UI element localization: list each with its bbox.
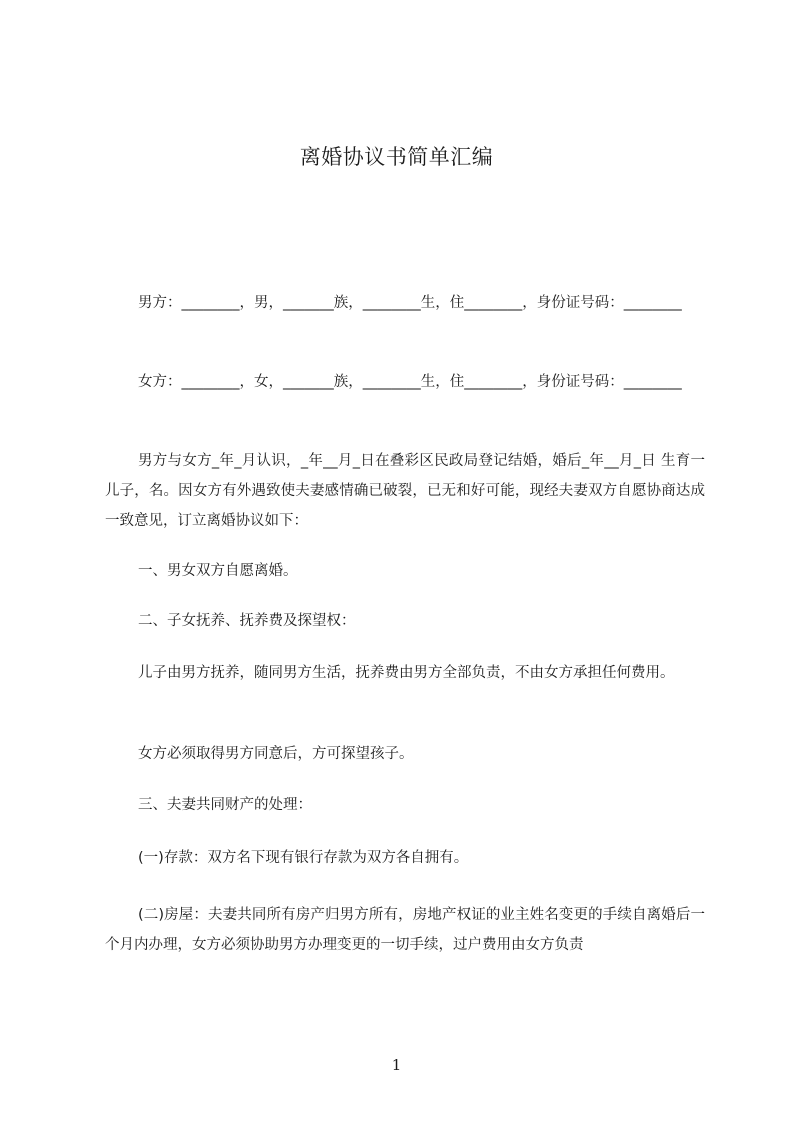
paragraph-visitation: 女方必须取得男方同意后，方可探望孩子。 (138, 746, 414, 762)
document-title: 离婚协议书简单汇编 (299, 145, 494, 169)
paragraph-female-party: 女方：________，女，_______族，________生，住________，身份证号码：________ (138, 374, 682, 390)
clause-2-heading: 二、子女抚养、抚养费及探望权： (138, 613, 356, 629)
paragraph-background: 男方与女方_年_月认识，_年__月_日在叠彩区民政局登记结婚，婚后_年__月_日 生育一儿子，名。因女方有外遇致使夫妻感情确已破裂，已无和好可能，现经夫妻双方自愿协商达成一致意见，订立离婚协议如下： (105, 453, 705, 529)
paragraph-savings: (一)存款：双方名下现有银行存款为双方各自拥有。 (138, 850, 469, 866)
paragraph-child-custody: 儿子由男方抚养，随同男方生活，抚养费由男方全部负责，不由女方承担任何费用。 (138, 665, 675, 681)
page-number: 1 (391, 1056, 402, 1074)
clause-1-divorce: 一、男女双方自愿离婚。 (138, 563, 298, 579)
paragraph-male-party: 男方：________，男，_______族，________生，住________，身份证号码：________ (138, 295, 682, 311)
paragraph-house: (二)房屋：夫妻共同所有房产归男方所有，房地产权证的业主姓名变更的手续自离婚后一个月内办理，女方必须协助男方办理变更的一切手续，过户费用由女方负责 (105, 907, 705, 953)
clause-3-heading: 三、夫妻共同财产的处理： (138, 797, 312, 813)
